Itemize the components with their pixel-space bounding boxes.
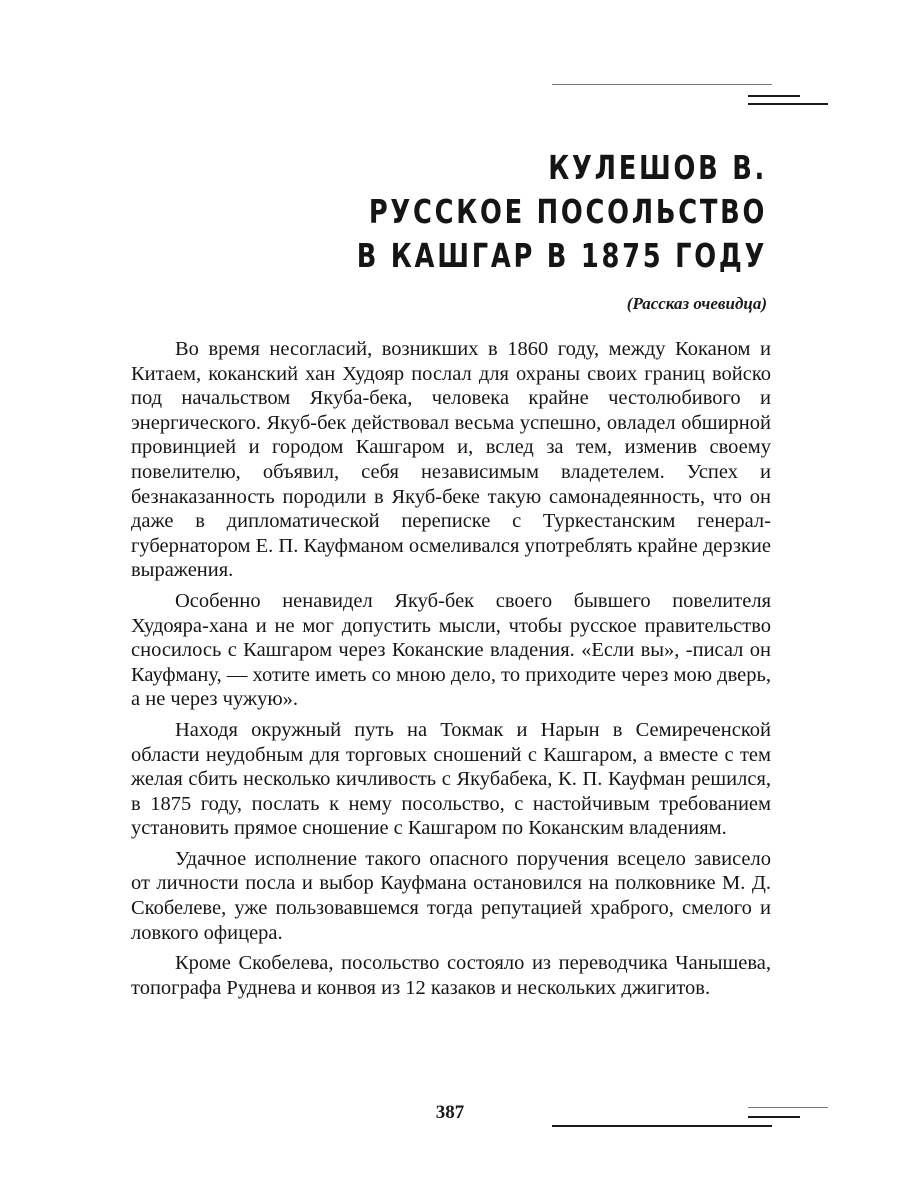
page-number: 387 [435, 1102, 465, 1123]
chapter-subtitle: (Рассказ очевидца) [626, 294, 767, 313]
paragraph: Кроме Скобелева, посольство состояло из переводчика Чанышева, топографа Руднева и конвоя из 12 казаков и нескольких джигитов. [131, 952, 771, 999]
chapter-title [357, 146, 767, 278]
title-line-author: КУЛЕШОВ В. [548, 148, 767, 187]
paragraph: Удачное исполнение такого опасного поручения всецело зависело от личности посла и выбор Кауфмана остановился на полковнике М. Д. Скобелеве, уже пользовавшемся тогда репутацией храброго, смелого и ловкого офицера. [131, 847, 771, 944]
title-line-main: РУССКОЕ ПОСОЛЬСТВО [368, 192, 767, 231]
title-line-sub: В КАШГАР В 1875 ГОДУ [356, 236, 767, 275]
footer-rule-long [552, 1125, 772, 1127]
body-text [131, 337, 771, 1006]
paragraph: Во время несогласий, возникших в 1860 году, между Коканом и Китаем, коканский хан Худояр послал для охраны своих границ войско под начальством Якуба-бека, человека крайне честолюбивого и энергического. Якуб-бек действовал весьма успешно, овладел обширной провинцией и городом Кашгаром и, вслед за тем, изменив своему повелителю, объявил, себя независимым владетелем. Успех и безнаказанность породили в Якуб-беке такую самонадеянность, что он даже в дипломатической переписке с Туркестанским генерал-губернатором Е. П. Кауфманом осмеливался употреблять крайне дерзкие выражения. [131, 338, 771, 582]
footer-rule-thin [748, 1107, 828, 1108]
header-rule-short [748, 95, 800, 97]
header-rule-thin [552, 84, 772, 85]
paragraph: Особенно ненавидел Якуб-бек своего бывшего повелителя Худояра-хана и не мог допустить мысли, чтобы русское правительство сносилось с Кашгаром через Коканские владения. «Если вы», -писал он Кауфману, — хотите иметь со мною дело, то приходите через мою дверь, а не через чужую». [131, 589, 771, 711]
paragraph: Находя окружный путь на Токмак и Нарын в Семиреченской области неудобным для торговых сношений с Кашгаром, а вместе с тем желая сбить несколько кичливость с Якубабека, К. П. Кауфман решился, в 1875 году, послать к нему посольство, с настойчивым требованием установить прямое сношение с Кашгаром по Коканским владениям. [131, 718, 771, 840]
header-rule-long [748, 103, 828, 105]
footer-rule-short [748, 1116, 800, 1118]
